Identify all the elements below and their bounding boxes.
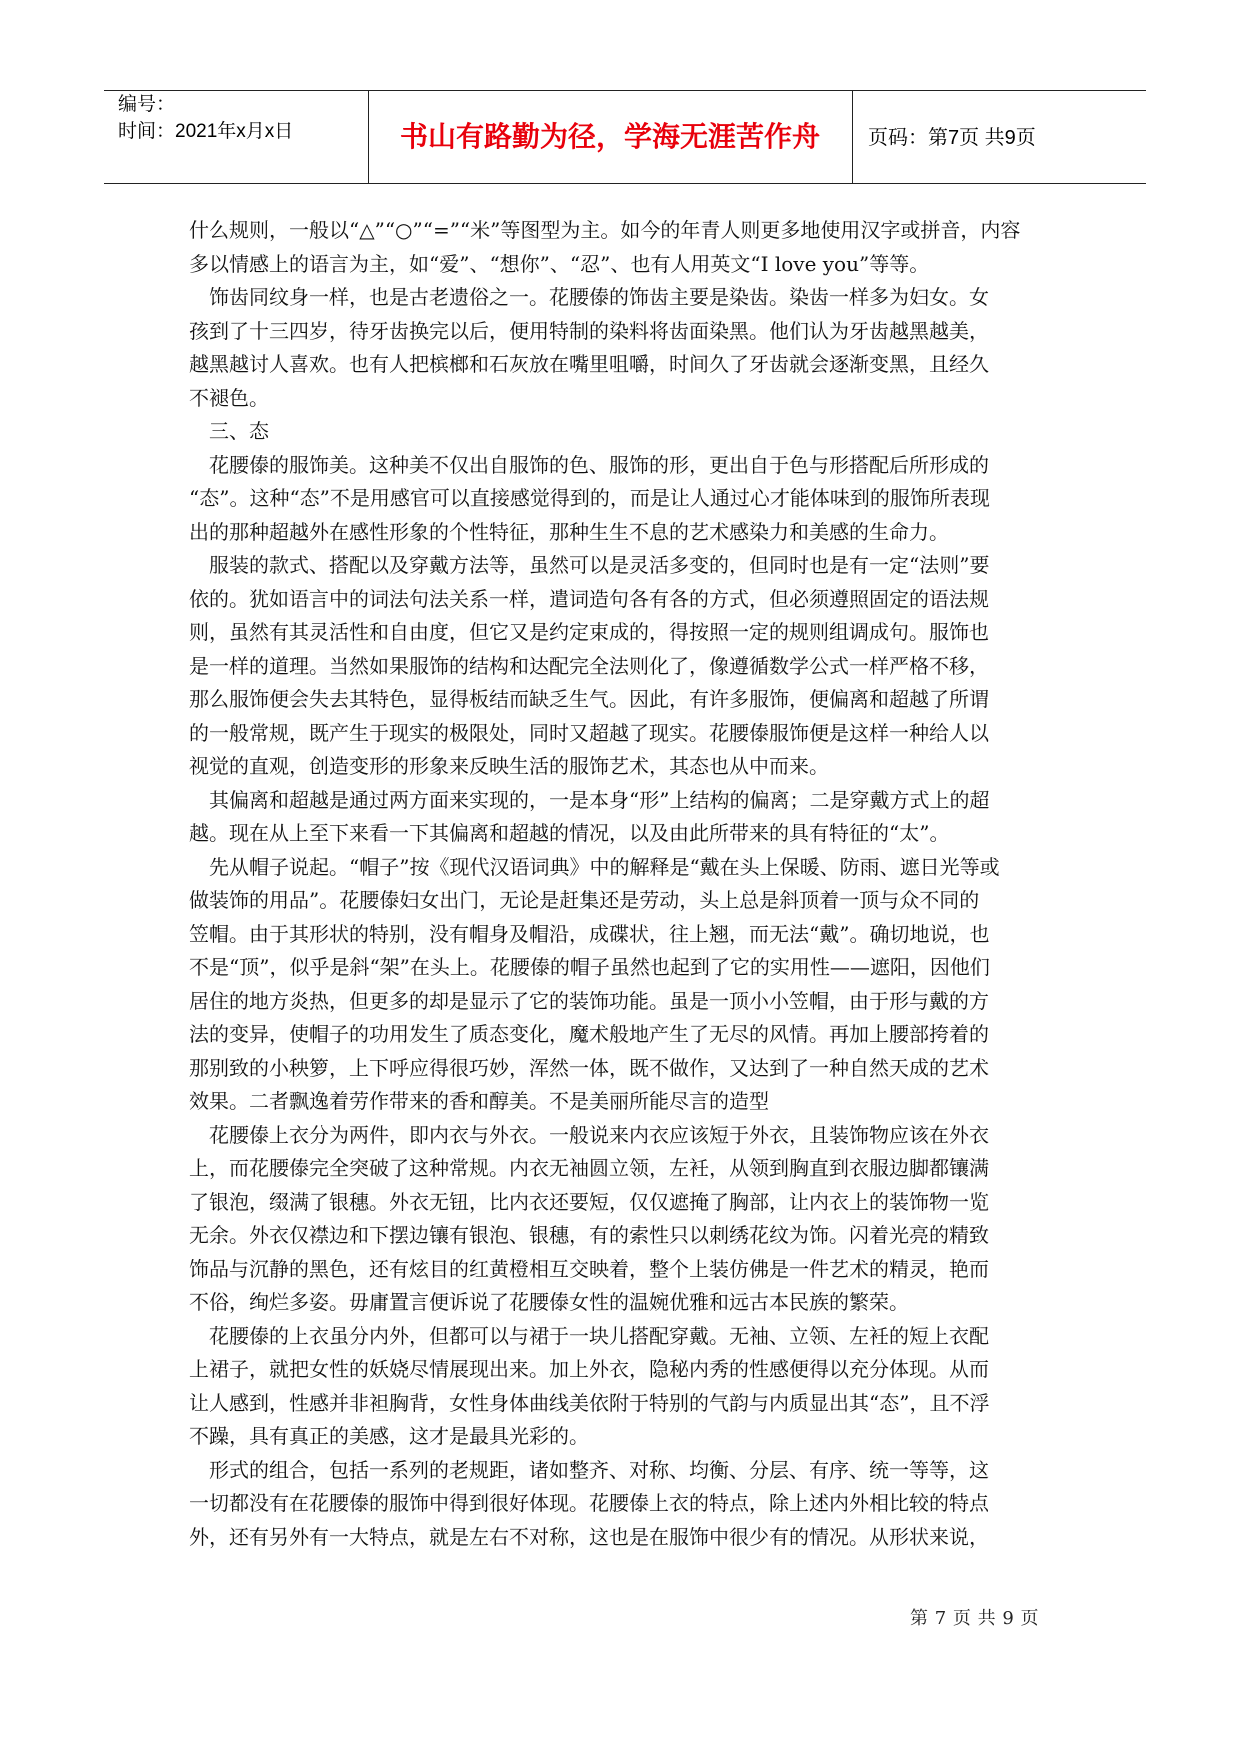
text-line: 花腰傣的服饰美。这种美不仅出自服饰的色、服饰的形，更出自于色与形搭配后所形成的 [209,452,989,477]
number-label: 编号： [118,94,176,115]
text-line: “态”。这种“态”不是用感官可以直接感觉得到的，而是让人通过心才能体味到的服饰所表现 [189,486,990,510]
text-line: 三、态 [209,419,269,443]
text-line: 则，虽然有其灵活性和自由度，但它又是约定束成的，得按照一定的规则组调成句。服饰也 [189,620,989,644]
header-divider [852,91,853,183]
text-line: 饰品与沉静的黑色，还有炫目的红黄橙相互交映着，整个上装仿佛是一件艺术的精灵，艳而 [189,1256,989,1281]
text-line: 花腰傣的上衣虽分内外，但都可以与裙于一块儿搭配穿戴。无袖、立领、左衽的短上衣配 [209,1323,989,1348]
text-line: 不俗，绚烂多姿。毋庸置言便诉说了花腰傣女性的温婉优雅和远古本民族的繁荣。 [189,1290,909,1314]
text-line: 居住的地方炎热，但更多的却是显示了它的装饰功能。虽是一顶小小笠帽，由于形与戴的方 [189,988,989,1013]
text-line: 孩到了十三四岁，待牙齿换完以后，便用特制的染料将齿面染黑。他们认为牙齿越黑越美， [189,318,989,343]
text-line: 一切都没有在花腰傣的服饰中得到很好体现。花腰傣上衣的特点，除上述内外相比较的特点 [189,1491,989,1515]
text-line: 做装饰的用品”。花腰傣妇女出门，无论是赶集还是劳动，头上总是斜顶着一顶与众不同的 [189,888,980,912]
header-motto: 书山有路勤为径，学海无涯苦作舟 [399,120,820,153]
text-line: 不是“顶”，似乎是斜“架”在头上。花腰傣的帽子虽然也起到了它的实用性——遮阳，因他们 [189,955,990,979]
text-line: 花腰傣上衣分为两件，即内衣与外衣。一般说来内衣应该短于外衣，且装饰物应该在外衣 [209,1122,989,1147]
text-line: 多以情感上的语言为主，如“爱”、“想你”、“忍”、也有人用英文“I love you”等等。 [189,251,930,276]
page-footer: 第 7 页 共 9 页 [910,1608,1040,1629]
text-line: 其偏离和超越是通过两方面来实现的，一是本身“形”上结构的偏离；二是穿戴方式上的超 [209,787,990,812]
text-line: 先从帽子说起。“帽子”按《现代汉语词典》中的解释是“戴在头上保暖、防雨、遮日光等或 [209,854,1000,879]
text-line: 的一般常规，既产生于现实的极限处，同时又超越了现实。花腰傣服饰便是这样一种给人以 [189,720,989,745]
text-line: 是一样的道理。当然如果服饰的结构和达配完全法则化了，像遵循数学公式一样严格不移， [189,653,989,678]
text-line: 上裙子，就把女性的妖娆尽情展现出来。加上外衣，隐秘内秀的性感便得以充分体现。从而 [189,1357,989,1381]
text-line: 服装的款式、搭配以及穿戴方法等，虽然可以是灵活多变的，但同时也是有一定“法则”要 [209,553,990,577]
document-header [104,90,1146,184]
text-line: 上，而花腰傣完全突破了这种常规。内衣无袖圆立领，左衽，从领到胸直到衣服边脚都镶满 [189,1156,989,1180]
text-line: 那别致的小秧箩，上下呼应得很巧妙，浑然一体，既不做作，又达到了一种自然天成的艺术 [189,1055,989,1080]
text-line: 那么服饰便会失去其特色，显得板结而缺乏生气。因此，有许多服饰，便偏离和超越了所谓 [189,687,989,711]
text-line: 出的那种超越外在感性形象的个性特征，那种生生不息的艺术感染力和美感的生命力。 [189,519,949,544]
text-line: 让人感到，性感并非袒胸背，女性身体曲线美依附于特别的气韵与内质显出其“态”，且不浮 [189,1390,990,1415]
text-line: 了银泡，缀满了银穗。外衣无钮，比内衣还要短，仅仅遮掩了胸部，让内衣上的装饰物一览 [189,1189,989,1214]
text-line: 形式的组合，包括一系列的老规距，诸如整齐、对称、均衡、分层、有序、统一等等，这 [209,1457,989,1482]
text-line: 视觉的直观，创造变形的形象来反映生活的服饰艺术，其态也从中而来。 [189,754,829,778]
time-label: 时间：2021年x月x日 [118,121,294,142]
text-line: 无余。外衣仅襟边和下摆边镶有银泡、银穗，有的索性只以刺绣花纹为饰。闪着光亮的精致 [189,1223,989,1247]
body-text [189,214,1069,1554]
text-line: 越。现在从上至下来看一下其偏离和超越的情况，以及由此所带来的具有特征的“太”。 [189,821,950,845]
text-line: 什么规则，一般以“△”“○”“=”“米”等图型为主。如今的年青人则更多地使用汉字或拼音，内容 [189,218,1021,242]
text-line: 饰齿同纹身一样，也是古老遗俗之一。花腰傣的饰齿主要是染齿。染齿一样多为妇女。女 [209,285,989,309]
text-line: 笠帽。由于其形状的特别，没有帽身及帽沿，成碟状，往上翘，而无法“戴”。确切地说，也 [189,921,990,946]
text-line: 不躁，具有真正的美感，这才是最具光彩的。 [189,1424,589,1448]
text-line: 不褪色。 [189,385,269,410]
header-page-info: 页码：第7页 共9页 [868,127,1036,149]
text-line: 法的变异，使帽子的功用发生了质态变化，魔术般地产生了无尽的风情。再加上腰部挎着的 [189,1022,989,1046]
text-line: 越黑越讨人喜欢。也有人把槟榔和石灰放在嘴里咀嚼，时间久了牙齿就会逐渐变黑，且经久 [189,352,989,376]
text-line: 依的。犹如语言中的词法句法关系一样，遣词造句各有各的方式，但必须遵照固定的语法规 [189,586,989,611]
text-line: 效果。二者飘逸着劳作带来的香和醇美。不是美丽所能尽言的造型 [189,1089,769,1113]
text-line: 外，还有另外有一大特点，就是左右不对称，这也是在服饰中很少有的情况。从形状来说， [189,1524,989,1549]
